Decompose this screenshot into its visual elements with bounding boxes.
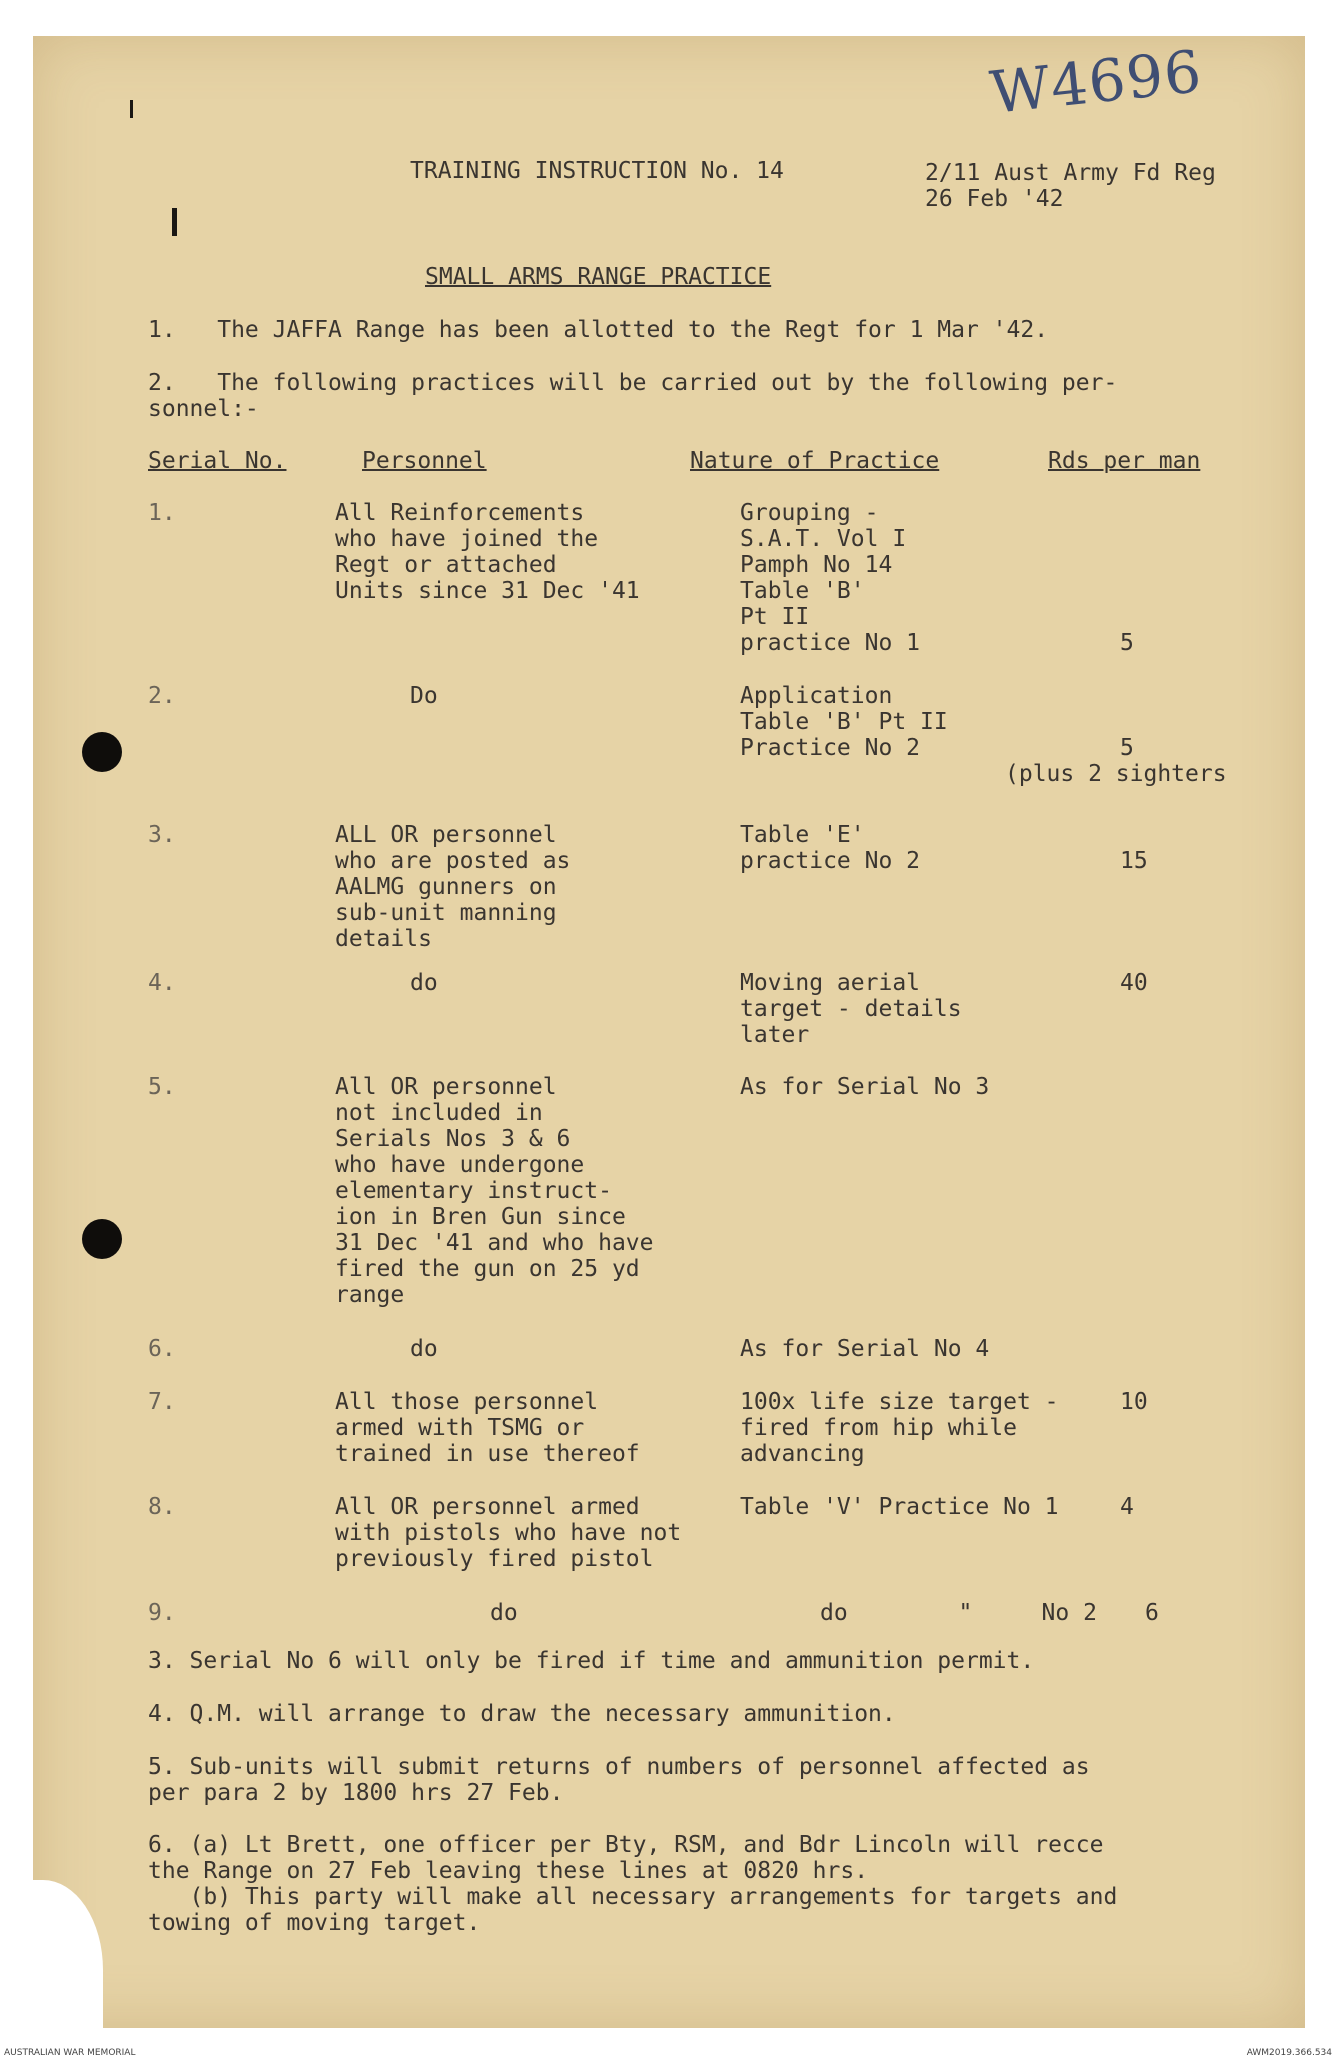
table-row-personnel-line: sub-unit manning: [335, 900, 557, 926]
column-header-personnel: Personnel: [362, 448, 487, 474]
column-header-rounds: Rds per man: [1048, 448, 1201, 474]
table-row-practice-line: Table 'B': [740, 578, 865, 604]
table-row-practice-line: As for Serial No 3: [740, 1074, 990, 1100]
paragraph-4: 4. Q.M. will arrange to draw the necessary ammunition.: [148, 1701, 896, 1727]
table-row-practice-line: Pt II: [740, 604, 810, 630]
table-row-practice-line: do " No 2: [820, 1600, 1097, 1626]
table-row-personnel-line: ion in Bren Gun since: [335, 1204, 626, 1230]
paragraph-6-line-4: towing of moving target.: [148, 1910, 481, 1936]
footer-accession-number: AWM2019.366.534: [1246, 2048, 1332, 2058]
table-row-personnel-line: All Reinforcements: [335, 500, 585, 526]
table-row-practice-line: practice No 2: [740, 848, 921, 874]
table-row-personnel-line: previously fired pistol: [335, 1546, 654, 1572]
table-row-practice-line: later: [740, 1022, 810, 1048]
table-row-practice-line: As for Serial No 4: [740, 1336, 990, 1362]
table-row-practice-line: practice No 1: [740, 630, 921, 656]
table-row-serial: 1.: [148, 500, 176, 526]
paragraph-5-line-2: per para 2 by 1800 hrs 27 Feb.: [148, 1780, 564, 1806]
table-row-personnel-line: do: [490, 1600, 518, 1626]
table-row-practice-line: Table 'V' Practice No 1: [740, 1494, 1059, 1520]
document-title: TRAINING INSTRUCTION No. 14: [410, 158, 784, 184]
table-row-practice-line: Pamph No 14: [740, 552, 893, 578]
paragraph-6-line-3: (b) This party will make all necessary arrangements for targets and: [148, 1884, 1118, 1910]
table-row-practice-line: Table 'E': [740, 822, 865, 848]
table-row-serial: 5.: [148, 1074, 176, 1100]
table-row-practice-line: Grouping -: [740, 500, 879, 526]
table-row-rounds: 10: [1120, 1389, 1148, 1415]
table-row-practice-line: advancing: [740, 1441, 865, 1467]
table-row-practice-line: Moving aerial: [740, 970, 921, 996]
table-row-personnel-line: All those personnel: [335, 1389, 599, 1415]
paragraph-5-line-1: 5. Sub-units will submit returns of numbers of personnel affected as: [148, 1754, 1090, 1780]
table-row-serial: 8.: [148, 1494, 176, 1520]
table-row-personnel-line: who have undergone: [335, 1152, 585, 1178]
table-row-personnel-line: Do: [410, 683, 438, 709]
paragraph-2-line-2: sonnel:-: [148, 396, 259, 422]
pin-mark: [130, 100, 133, 118]
table-row-rounds: 5: [1120, 630, 1134, 656]
archive-footer: [0, 2048, 1336, 2061]
column-header-serial: Serial No.: [148, 448, 287, 474]
table-row-personnel-line: fired the gun on 25 yd: [335, 1256, 640, 1282]
punch-hole-bottom: [82, 1219, 122, 1259]
table-row-personnel-line: All OR personnel: [335, 1074, 557, 1100]
table-row-rounds: 5: [1120, 735, 1134, 761]
table-row-serial: 3.: [148, 822, 176, 848]
table-row-personnel-line: ALL OR personnel: [335, 822, 557, 848]
table-row-personnel-line: All OR personnel armed: [335, 1494, 640, 1520]
table-row-practice-line: Practice No 2: [740, 735, 921, 761]
unit-name: 2/11 Aust Army Fd Reg: [925, 160, 1216, 186]
table-row-personnel-line: details: [335, 926, 432, 952]
table-row-practice-line: 100x life size target -: [740, 1389, 1059, 1415]
table-row-rounds: 15: [1120, 848, 1148, 874]
pin-mark: [172, 208, 177, 236]
paragraph-6-line-1: 6. (a) Lt Brett, one officer per Bty, RSM, and Bdr Lincoln will recce: [148, 1832, 1104, 1858]
subject-heading: SMALL ARMS RANGE PRACTICE: [425, 264, 772, 290]
table-row-serial: 4.: [148, 970, 176, 996]
table-row-practice-line: target - details: [740, 996, 962, 1022]
table-row-personnel-line: do: [410, 970, 438, 996]
table-row-rounds: 6: [1145, 1600, 1159, 1626]
table-row-personnel-line: who have joined the: [335, 526, 599, 552]
table-row-personnel-line: who are posted as: [335, 848, 571, 874]
punch-hole-top: [82, 732, 122, 772]
handwritten-reference-number: W4696: [987, 37, 1206, 127]
table-row-personnel-line: 31 Dec '41 and who have: [335, 1230, 654, 1256]
paragraph-1: 1. The JAFFA Range has been allotted to the Regt for 1 Mar '42.: [148, 317, 1049, 343]
table-row-personnel-line: Serials Nos 3 & 6: [335, 1126, 571, 1152]
table-row-personnel-line: Regt or attached: [335, 552, 557, 578]
table-row-personnel-line: range: [335, 1282, 405, 1308]
table-row-personnel-line: with pistols who have not: [335, 1520, 682, 1546]
table-row-rounds-note: (plus 2 sighters: [1005, 761, 1227, 787]
document-date: 26 Feb '42: [925, 186, 1064, 212]
footer-institution: AUSTRALIAN WAR MEMORIAL: [4, 2048, 136, 2058]
table-row-personnel-line: do: [410, 1336, 438, 1362]
table-row-practice-line: S.A.T. Vol I: [740, 526, 907, 552]
paragraph-2-line-1: 2. The following practices will be carried out by the following per-: [148, 370, 1118, 396]
table-row-practice-line: Table 'B' Pt II: [740, 709, 948, 735]
table-row-personnel-line: Units since 31 Dec '41: [335, 578, 640, 604]
table-row-practice-line: Application: [740, 683, 893, 709]
table-row-serial: 6.: [148, 1336, 176, 1362]
table-row-personnel-line: armed with TSMG or: [335, 1415, 585, 1441]
column-header-practice: Nature of Practice: [690, 448, 940, 474]
table-row-personnel-line: AALMG gunners on: [335, 874, 557, 900]
paragraph-6-line-2: the Range on 27 Feb leaving these lines at 0820 hrs.: [148, 1858, 869, 1884]
table-row-serial: 2.: [148, 683, 176, 709]
table-row-rounds: 4: [1120, 1494, 1134, 1520]
table-row-personnel-line: trained in use thereof: [335, 1441, 640, 1467]
table-row-rounds: 40: [1120, 970, 1148, 996]
table-row-practice-line: fired from hip while: [740, 1415, 1017, 1441]
table-row-serial: 9.: [148, 1600, 176, 1626]
table-row-personnel-line: not included in: [335, 1100, 543, 1126]
paragraph-3: 3. Serial No 6 will only be fired if time and ammunition permit.: [148, 1648, 1035, 1674]
table-row-personnel-line: elementary instruct-: [335, 1178, 612, 1204]
table-row-serial: 7.: [148, 1389, 176, 1415]
